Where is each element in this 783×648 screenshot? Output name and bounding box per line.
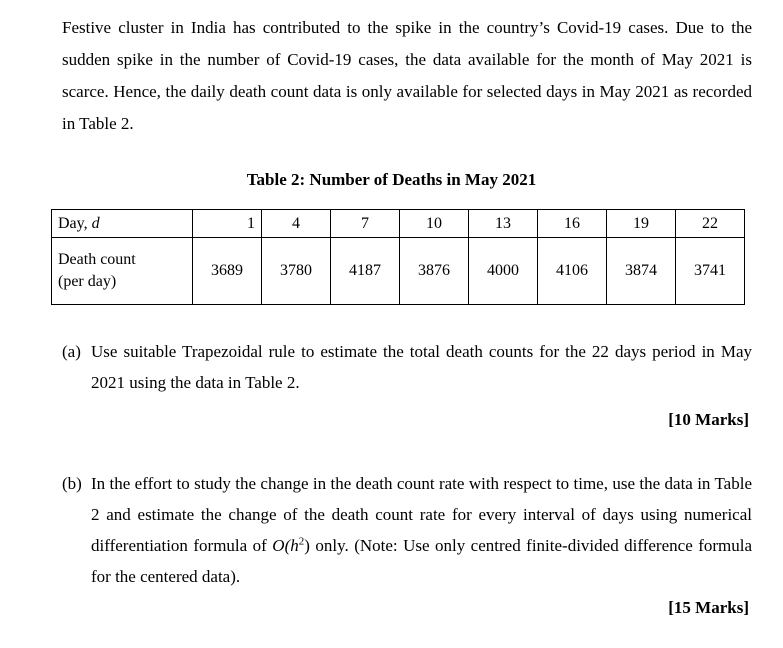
order-notation-h: h (290, 536, 299, 555)
question-a-label: (a) (62, 342, 81, 361)
death-cell: 3741 (676, 238, 745, 305)
question-a-text: Use suitable Trapezoidal rule to estimate the total death counts for the 22 days period in May 2021 using the data in Table 2. (91, 342, 752, 392)
death-cell: 4106 (538, 238, 607, 305)
death-cell: 4187 (331, 238, 400, 305)
question-b-text (91, 468, 752, 592)
table-caption: Table 2: Number of Deaths in May 2021 (246, 170, 537, 189)
question-a (62, 336, 752, 398)
row-label-death-count (52, 238, 193, 305)
deaths-table (51, 209, 745, 305)
row-label-death-line1: Death count (58, 251, 136, 269)
row-label-day (52, 210, 193, 238)
death-cell: 3689 (193, 238, 262, 305)
table-row-deaths (52, 238, 745, 305)
death-cell: 3876 (400, 238, 469, 305)
question-b-text-after: only. (Note: Use only centred finite-divided difference formula for the centered data). (91, 536, 753, 586)
death-cell: 4000 (469, 238, 538, 305)
order-notation-exponent: 2 (298, 535, 305, 548)
death-cell: 3874 (607, 238, 676, 305)
question-b (62, 468, 752, 592)
order-notation-close: ) (304, 536, 310, 555)
day-cell: 22 (676, 210, 745, 238)
question-b-label: (b) (62, 474, 82, 493)
day-cell: 19 (607, 210, 676, 238)
death-cell: 3780 (262, 238, 331, 305)
row-label-day-text: Day, (58, 214, 92, 232)
day-cell: 4 (262, 210, 331, 238)
intro-paragraph: Festive cluster in India has contributed to the spike in the country’s Covid-19 cases. Due to the sudden spike in the number of Covid-19 cases, the data available for the month of May 2021 is scarce. Hence, the daily death count data is only available for selected days in May 2021 as recorded in Table 2. (62, 18, 752, 133)
day-cell: 1 (193, 210, 262, 238)
question-b-text-before: In the effort to study the change in the death count rate with respect to time, use the data in Table 2 and estimate the change of the death count rate for every interval of days using numerical differentiation formula of (91, 474, 752, 555)
day-cell: 10 (400, 210, 469, 238)
day-cell: 16 (538, 210, 607, 238)
row-label-day-variable: d (91, 214, 100, 232)
question-b-marks: [15 Marks] (668, 598, 749, 617)
day-cell: 7 (331, 210, 400, 238)
day-cell: 13 (469, 210, 538, 238)
question-a-marks: [10 Marks] (668, 410, 749, 429)
order-notation-O: O( (272, 536, 291, 555)
table-row-days (52, 210, 745, 238)
row-label-death-line2: (per day) (58, 273, 117, 291)
